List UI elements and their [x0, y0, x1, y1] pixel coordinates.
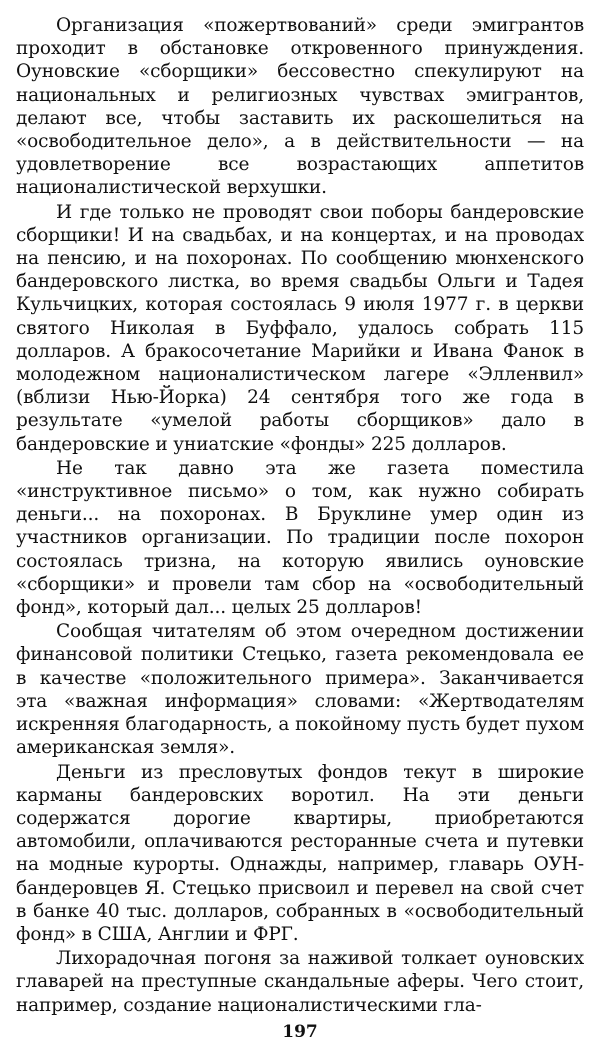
paragraph-funds-pockets: Деньги из пресловутых фондов текут в широкие карманы бандеровских воротил. На эти деньги содержатся дорогие квартиры, приобретаются автомобили, оплачиваются ресторанные счета и путевки на модные курорты. Однажды, например, главарь ОУН-бандеровцев Я. Стецько присвоил и перевел на свой счет в банке 40 тыс. долларов, собранных в «освободительный фонд» в США, Англии и ФРГ. [16, 761, 584, 945]
paragraph-funeral-instructions: Не так давно эта же газета поместила «инструктивное письмо» о том, как нужно собирать деньги... на похоронах. В Бруклине умер один из участников организации. По традиции после похорон состоялась тризна, на которую явились оуновские «сборщики» и провели там сбор на «освободительный фонд», который дал... целых 25 долларов! [16, 457, 584, 619]
paragraph-collectors-everywhere: И где только не проводят свои поборы бандеровские сборщики! И на свадьбах, и на концертах, и на проводах на пенсию, и на похоронах. По сообщению мюнхенского бандеровского листка, во время свадьбы Ольги и Тадея Кульчицких, которая состоялась 9 июля 1977 г. в церкви святого Николая в Буффало, удалось собрать 115 долларов. А бракосочетание Марийки и Ивана Фанок в молодежном националистическом лагере «Элленвил» (вблизи Нью-Йорка) 24 сентября того же года в результате «умелой работы сборщиков» дало в бандеровские и униатские «фонды» 225 долларов. [16, 201, 584, 455]
paragraph-positive-example: Сообщая читателям об этом очередном достижении финансовой политики Стецько, газета рекомендовала ее в качестве «положительного примера». Заканчивается эта «важная информация» словами: «Жертводателям искренняя благодарность, а покойному пусть будет пухом американская земля». [16, 621, 584, 759]
paragraph-donations-organization: Организация «пожертвований» среди эмигрантов проходит в обстановке откровенного принуждения. Оуновские «сборщики» бессовестно спекулируют на национальных и религиозных чувствах эмигрантов, делают все, чтобы заставить их раскошелиться на «освободительное дело», а в действительности — на удовлетворение все возрастающих аппетитов националистической верхушки. [16, 15, 584, 199]
page-number: 197 [282, 1022, 318, 1042]
book-page [16, 14, 584, 1048]
paragraph-pursuit-of-profit: Лихорадочная погоня за наживой толкает оуновских главарей на преступные скандальные аферы. Чего стоит, например, создание националистическими гла- [16, 948, 584, 1016]
